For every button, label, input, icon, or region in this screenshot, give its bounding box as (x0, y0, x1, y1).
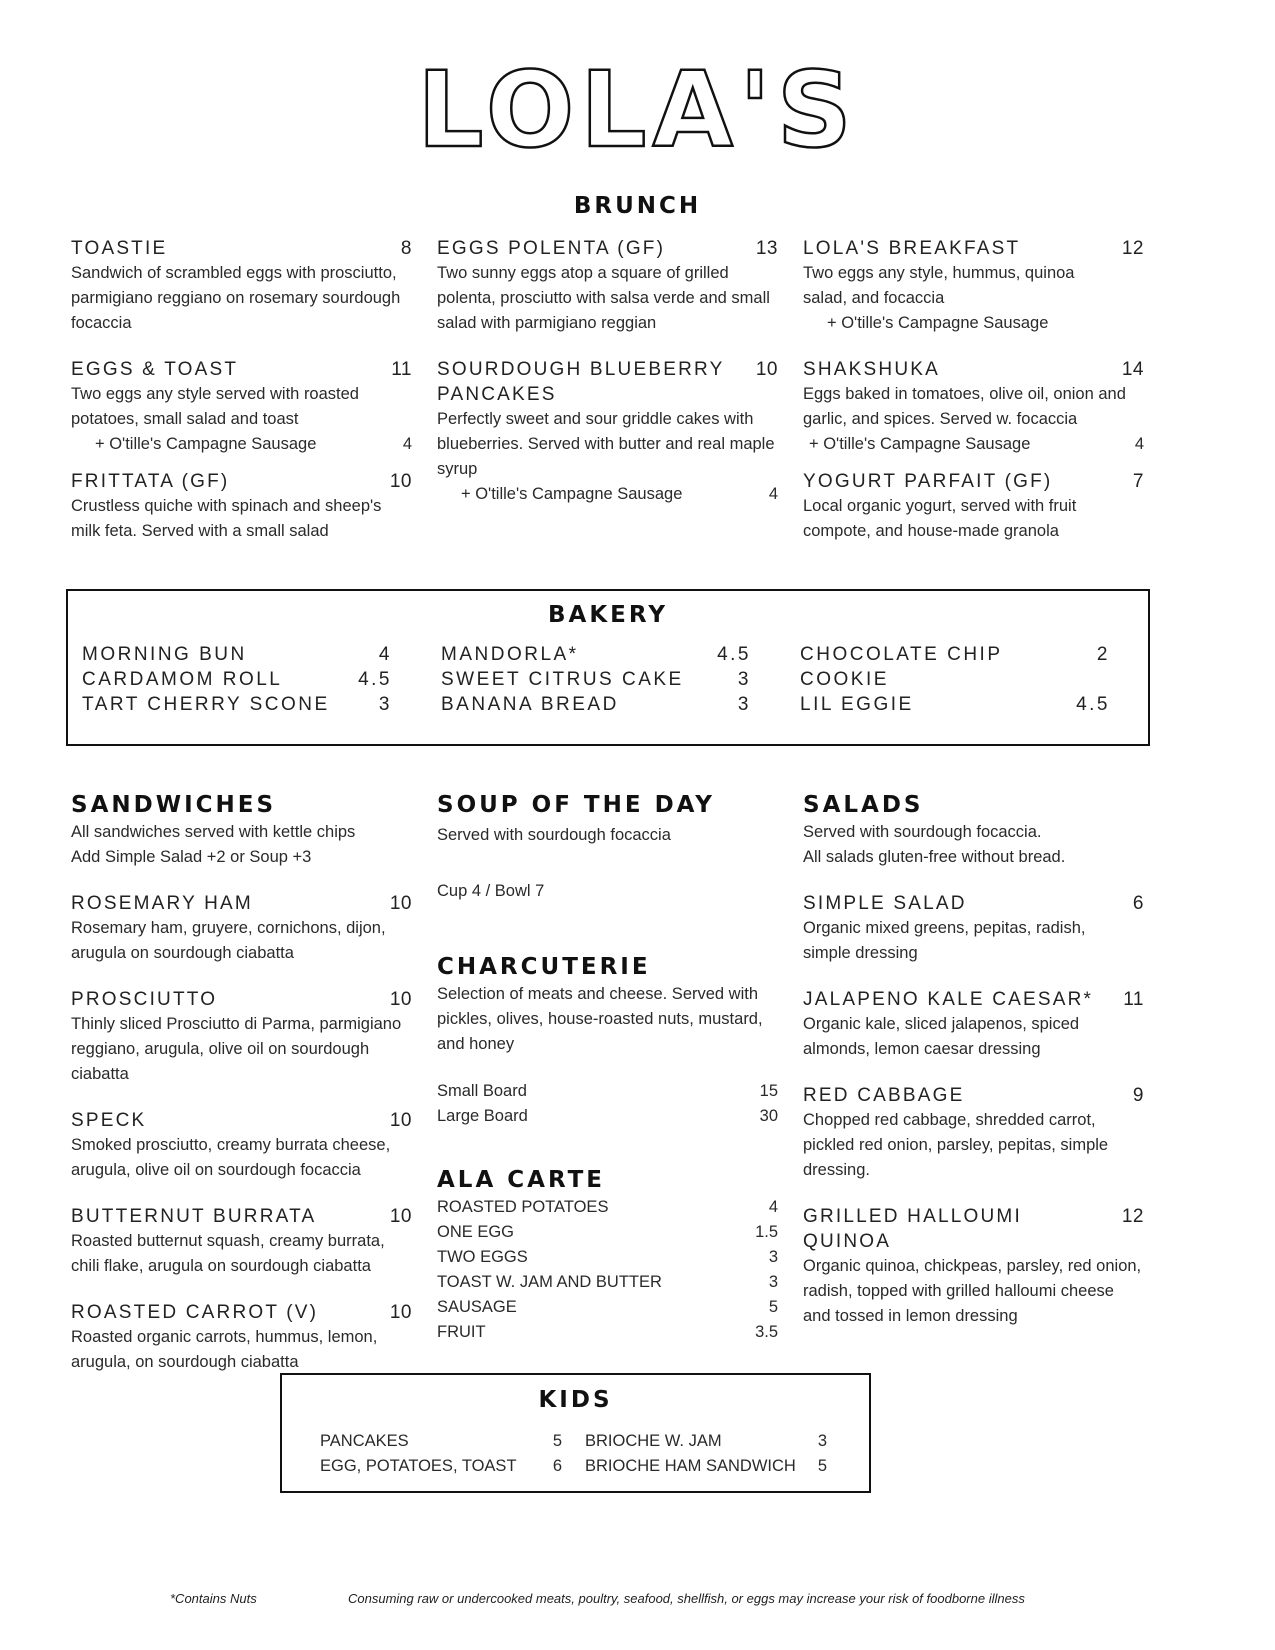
item-desc: Thinly sliced Prosciutto di Parma, parmigiano reggiano, arugula, olive oil on sourdough ciabatta (71, 1015, 402, 1083)
item-price: 6 (552, 1457, 562, 1475)
item-name: FRITTATA (GF) (71, 471, 230, 492)
menu-item (803, 357, 1144, 457)
item-price: 5 (552, 1432, 562, 1450)
item-addon (803, 311, 1144, 336)
sandwiches-intro: Add Simple Salad +2 or Soup +3 (71, 848, 312, 866)
alacarte-item (437, 1220, 778, 1245)
brunch-col-1 (71, 236, 412, 544)
item-addon (437, 482, 778, 507)
alacarte-item (437, 1245, 778, 1270)
item-desc: Eggs baked in tomatoes, olive oil, onion and garlic, and spices. Served w. focaccia (803, 385, 1126, 428)
item-desc: Crustless quiche with spinach and sheep's milk feta. Served with a small salad (71, 497, 382, 540)
board-item (437, 1079, 778, 1104)
charcuterie-list (437, 1079, 778, 1129)
kids-box (280, 1373, 871, 1493)
menu-item (71, 357, 412, 457)
item-name: SPECK (71, 1110, 147, 1131)
nuts-note: *Contains Nuts (170, 1591, 257, 1606)
item-name: EGGS & TOAST (71, 359, 239, 380)
item-price: 3 (817, 1432, 827, 1450)
item-name: Large Board (437, 1107, 528, 1125)
item-desc: Organic kale, sliced jalapenos, spiced almonds, lemon caesar dressing (803, 1015, 1080, 1058)
item-desc: Chopped red cabbage, shredded carrot, pickled red onion, parsley, pepitas, simple dressing. (803, 1111, 1109, 1179)
menu-item (437, 236, 778, 336)
item-name: MORNING BUN (82, 644, 247, 665)
item-desc: Perfectly sweet and sour griddle cakes with blueberries. Served with butter and real maple syrup (437, 410, 775, 478)
item-price: 4 (768, 1198, 778, 1216)
item-addon (71, 432, 412, 457)
item-name: YOGURT PARFAIT (GF) (803, 471, 1053, 492)
bakery-col-1 (82, 642, 392, 717)
item-price: 4.5 (717, 644, 751, 665)
soup-sizes: Cup 4 / Bowl 7 (437, 882, 545, 900)
bakery-item (441, 692, 751, 717)
item-price: 3 (737, 669, 751, 690)
item-name: MANDORLA* (441, 644, 579, 665)
item-name: BUTTERNUT BURRATA (71, 1206, 317, 1227)
item-desc: Two eggs any style, hummus, quinoa salad, and focaccia (803, 264, 1075, 307)
item-name: TOASTIE (71, 238, 168, 259)
item-desc: Organic quinoa, chickpeas, parsley, red onion, radish, topped with grilled halloumi cheese and tossed in lemon dressing (803, 1257, 1142, 1325)
sandwiches-intro: All sandwiches served with kettle chips (71, 823, 356, 841)
bakery-item (82, 692, 392, 717)
item-desc: Rosemary ham, gruyere, cornichons, dijon, arugula on sourdough ciabatta (71, 919, 386, 962)
item-price: 3 (737, 694, 751, 715)
item-desc: Organic mixed greens, pepitas, radish, simple dressing (803, 919, 1086, 962)
alacarte-item (437, 1320, 778, 1345)
item-price: 30 (759, 1107, 778, 1125)
item-name: PROSCIUTTO (71, 989, 218, 1010)
item-price: 2 (1096, 644, 1110, 665)
alacarte-item (437, 1195, 778, 1220)
item-desc: Roasted organic carrots, hummus, lemon, arugula, on sourdough ciabatta (71, 1328, 378, 1371)
item-name: LIL EGGIE (800, 694, 914, 715)
salads-col (803, 790, 1144, 1329)
menu-item (71, 891, 412, 966)
alacarte-item (437, 1295, 778, 1320)
logo: LOLA'S (417, 49, 858, 171)
alacarte-item (437, 1270, 778, 1295)
item-name: SIMPLE SALAD (803, 893, 967, 914)
item-name: BRIOCHE W. JAM (585, 1432, 722, 1450)
menu-item (803, 891, 1144, 966)
addon-label: + O'tille's Campagne Sausage (809, 435, 1031, 453)
item-price: 1.5 (755, 1223, 778, 1241)
bakery-item (82, 642, 392, 667)
bakery-item (82, 667, 392, 692)
item-name: SOURDOUGH BLUEBERRY PANCAKES (437, 359, 725, 405)
item-price: 11 (1123, 989, 1144, 1010)
menu-item (71, 1204, 412, 1279)
item-name: CHOCOLATE CHIP COOKIE (800, 644, 1003, 690)
menu-item (803, 1083, 1144, 1183)
alacarte-list (437, 1195, 778, 1345)
item-name: BRIOCHE HAM SANDWICH (585, 1457, 796, 1475)
kids-item (585, 1429, 827, 1454)
soup-desc: Served with sourdough focaccia (437, 826, 671, 844)
charcuterie-title: CHARCUTERIE (437, 954, 651, 980)
item-name: PANCAKES (320, 1432, 409, 1450)
menu-item (803, 1204, 1144, 1329)
item-name: ROSEMARY HAM (71, 893, 253, 914)
item-price: 12 (1121, 1206, 1144, 1227)
bakery-box (66, 589, 1150, 746)
item-price: 3.5 (755, 1323, 778, 1341)
addon-label: + O'tille's Campagne Sausage (827, 314, 1049, 332)
item-name: TART CHERRY SCONE (82, 694, 330, 715)
kids-col-2 (585, 1429, 827, 1479)
addon-price: 4 (1134, 435, 1144, 453)
item-price: 10 (389, 1302, 412, 1323)
item-price: 3 (768, 1248, 778, 1266)
item-name: Small Board (437, 1082, 527, 1100)
item-name: ROASTED CARROT (V) (71, 1302, 319, 1323)
bakery-col-3 (800, 642, 1110, 717)
sandwiches-title: SANDWICHES (71, 792, 277, 818)
item-name: CARDAMOM ROLL (82, 669, 283, 690)
item-desc: Sandwich of scrambled eggs with prosciutto, parmigiano reggiano on rosemary sourdough focaccia (71, 264, 401, 332)
kids-item (320, 1429, 562, 1454)
item-price: 10 (389, 989, 412, 1010)
item-name: GRILLED HALLOUMI QUINOA (803, 1206, 1022, 1252)
kids-title: KIDS (538, 1387, 613, 1413)
item-price: 5 (817, 1457, 827, 1475)
menu-item (71, 1300, 412, 1375)
kids-item (320, 1454, 562, 1479)
item-price: 9 (1132, 1085, 1144, 1106)
salads-intro: Served with sourdough focaccia. (803, 823, 1042, 841)
item-price: 12 (1121, 238, 1144, 259)
middle-col (437, 790, 778, 1345)
soup-title: SOUP OF THE DAY (437, 792, 715, 818)
item-price: 10 (389, 1110, 412, 1131)
brunch-title: BRUNCH (573, 193, 702, 219)
kids-item (585, 1454, 827, 1479)
alacarte-title: ALA CARTE (437, 1167, 606, 1193)
bakery-col-2 (441, 642, 751, 717)
item-name: SWEET CITRUS CAKE (441, 669, 684, 690)
item-name: ROASTED POTATOES (437, 1198, 609, 1216)
item-name: EGG, POTATOES, TOAST (320, 1457, 517, 1475)
menu-item (437, 357, 778, 507)
menu-item (803, 987, 1144, 1062)
item-name: TWO EGGS (437, 1248, 528, 1266)
item-desc: Roasted butternut squash, creamy burrata, chili flake, arugula on sourdough ciabatta (71, 1232, 385, 1275)
addon-price: 4 (402, 435, 412, 453)
bakery-item (800, 642, 1110, 692)
kids-col-1 (320, 1429, 562, 1479)
addon-label: + O'tille's Campagne Sausage (95, 435, 317, 453)
menu-item (803, 469, 1144, 544)
item-price: 4 (378, 644, 392, 665)
item-desc: Smoked prosciutto, creamy burrata cheese, arugula, olive oil on sourdough focaccia (71, 1136, 391, 1179)
addon-label: + O'tille's Campagne Sausage (461, 485, 683, 503)
item-price: 14 (1121, 359, 1144, 380)
item-price: 4.5 (1076, 694, 1110, 715)
item-price: 3 (768, 1273, 778, 1291)
item-price: 8 (400, 238, 412, 259)
bakery-item (441, 667, 751, 692)
item-desc: Two sunny eggs atop a square of grilled polenta, prosciutto with salsa verde and small salad with parmigiano reggian (437, 264, 770, 332)
item-addon (803, 432, 1144, 457)
item-price: 7 (1132, 471, 1144, 492)
salads-title: SALADS (803, 792, 924, 818)
item-name: EGGS POLENTA (GF) (437, 238, 666, 259)
item-name: JALAPENO KALE CAESAR* (803, 989, 1094, 1010)
item-price: 5 (768, 1298, 778, 1316)
item-name: RED CABBAGE (803, 1085, 965, 1106)
item-price: 10 (389, 471, 412, 492)
item-name: SHAKSHUKA (803, 359, 941, 380)
item-name: FRUIT (437, 1323, 486, 1341)
item-price: 3 (378, 694, 392, 715)
brunch-col-3 (803, 236, 1144, 544)
salads-intro: All salads gluten-free without bread. (803, 848, 1066, 866)
item-price: 15 (759, 1082, 778, 1100)
item-name: TOAST W. JAM AND BUTTER (437, 1273, 662, 1291)
bakery-item (441, 642, 751, 667)
item-price: 6 (1132, 893, 1144, 914)
board-item (437, 1104, 778, 1129)
addon-price: 4 (768, 485, 778, 503)
item-name: BANANA BREAD (441, 694, 619, 715)
brunch-col-2 (437, 236, 778, 507)
charcuterie-desc: Selection of meats and cheese. Served with pickles, olives, house-roasted nuts, mustard, and honey (437, 985, 763, 1053)
item-price: 13 (755, 238, 778, 259)
item-price: 11 (391, 359, 412, 380)
item-name: LOLA'S BREAKFAST (803, 238, 1021, 259)
item-desc: Two eggs any style served with roasted potatoes, small salad and toast (71, 385, 359, 428)
sandwiches-col (71, 790, 412, 1375)
bakery-title: BAKERY (548, 602, 668, 628)
foodborne-warning: Consuming raw or undercooked meats, poultry, seafood, shellfish, or eggs may increase your risk of foodborne illness (348, 1591, 1025, 1606)
item-name: SAUSAGE (437, 1298, 517, 1316)
item-price: 10 (755, 359, 778, 380)
menu-item (803, 236, 1144, 336)
item-name: ONE EGG (437, 1223, 515, 1241)
menu-item (71, 987, 412, 1087)
item-desc: Local organic yogurt, served with fruit compote, and house-made granola (803, 497, 1077, 540)
bakery-item (800, 692, 1110, 717)
menu-item (71, 1108, 412, 1183)
item-price: 10 (389, 1206, 412, 1227)
menu-item (71, 236, 412, 336)
menu-item (71, 469, 412, 544)
item-price: 10 (389, 893, 412, 914)
item-price: 4.5 (358, 669, 392, 690)
